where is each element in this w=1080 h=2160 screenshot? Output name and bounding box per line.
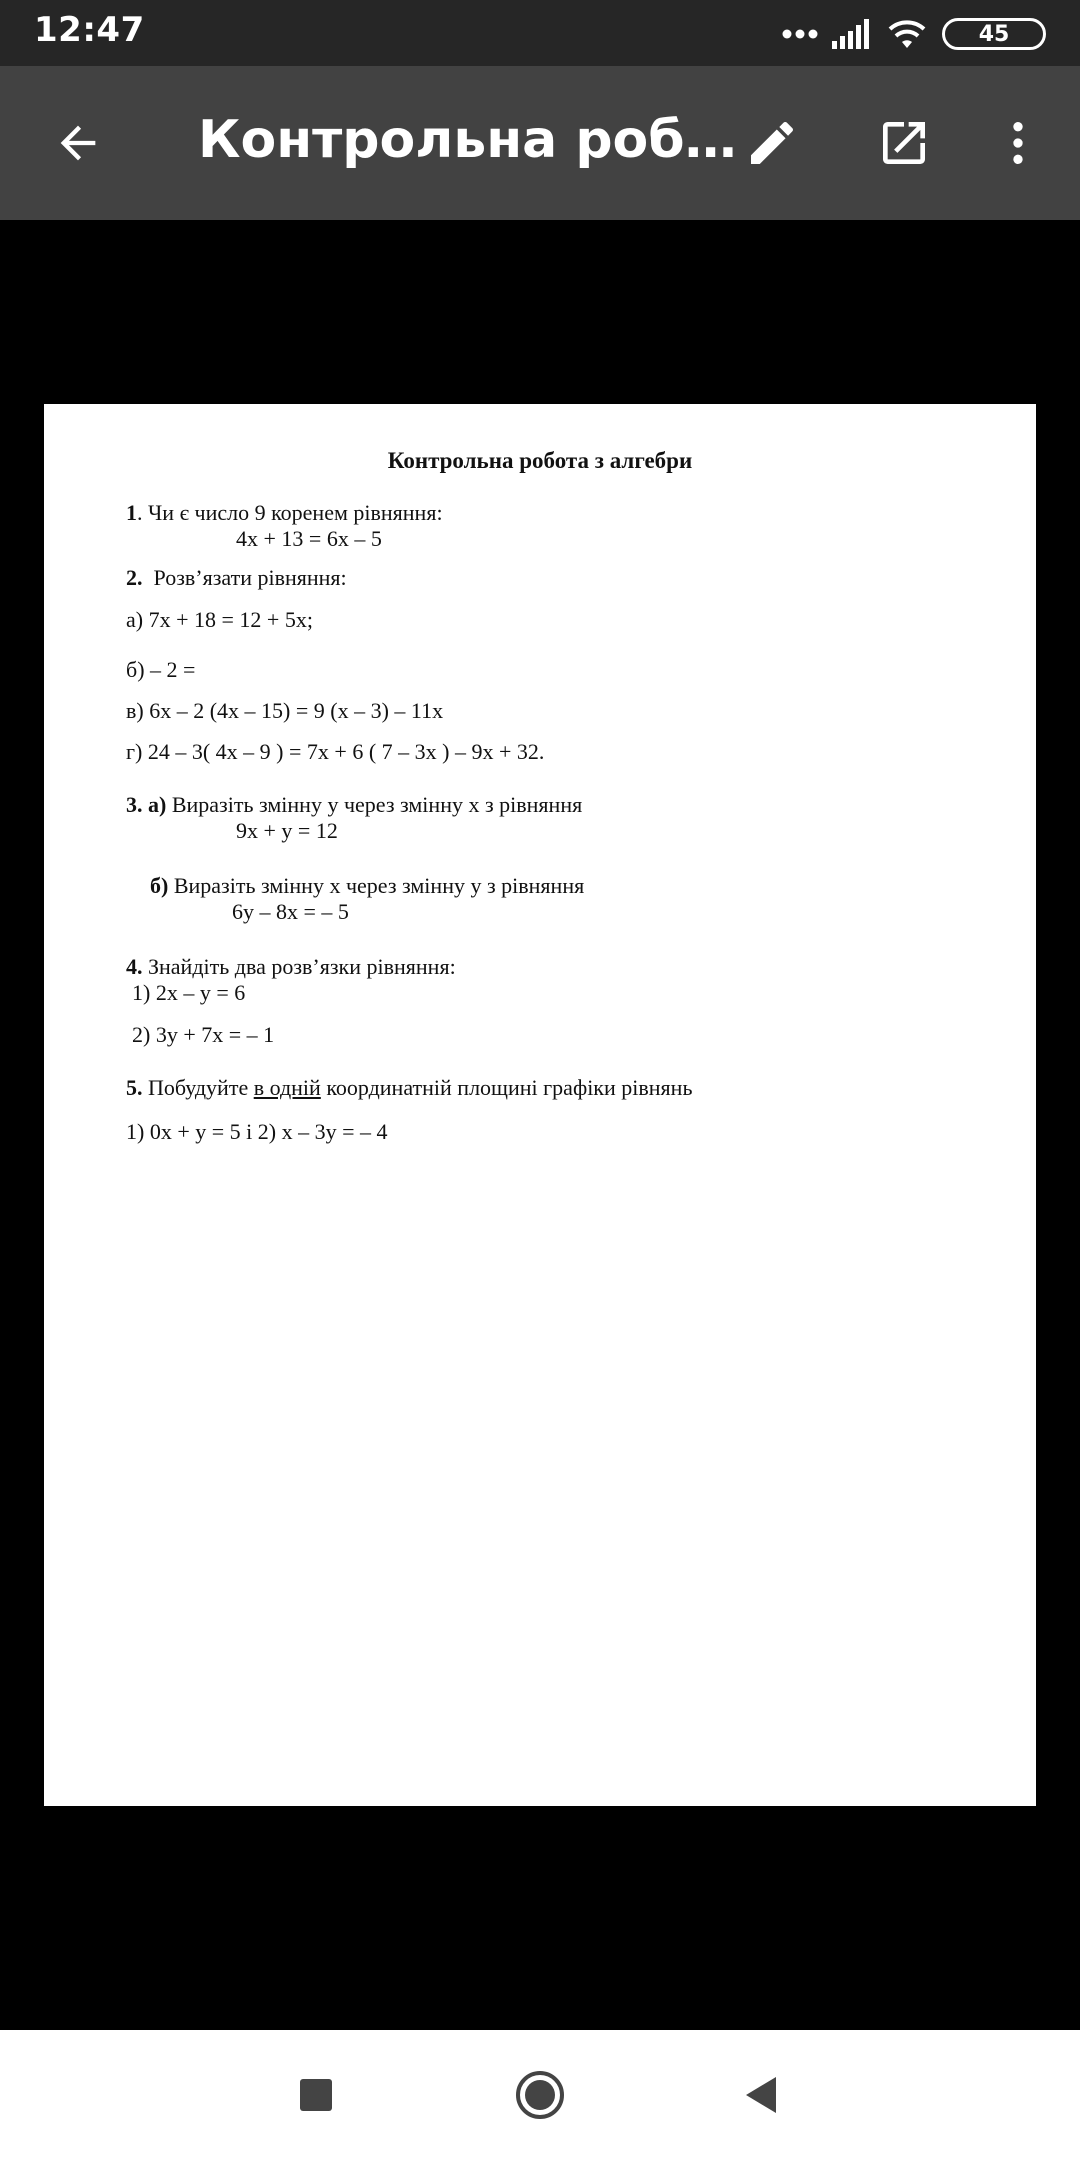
- document-viewer[interactable]: [0, 220, 1080, 2030]
- nav-back-button[interactable]: [730, 2065, 790, 2125]
- question-2v: в) 6x – 2 (4x – 15) = 9 (x – 3) – 11x: [126, 698, 444, 723]
- question-2b: б) – 2 =: [126, 657, 196, 682]
- circle-icon: [514, 2069, 566, 2121]
- open-external-icon: [876, 115, 932, 171]
- open-in-app-button[interactable]: [864, 103, 944, 183]
- status-bar: [0, 0, 1080, 66]
- arrow-back-icon: [52, 117, 104, 169]
- question-2: 2. Розв’язати рівняння:: [126, 565, 347, 590]
- question-3a: 3. а) Виразіть змінну у через змінну х з рівняння: [126, 792, 583, 817]
- question-2g: г) 24 – 3( 4x – 9 ) = 7x + 6 ( 7 – 3x ) – 9x + 32.: [126, 739, 545, 764]
- question-4: 4. Знайдіть два розв’язки рівняння:: [126, 954, 456, 979]
- notification-dots-icon: [782, 28, 818, 40]
- back-button[interactable]: [38, 103, 118, 183]
- question-1: 1. Чи є число 9 коренем рівняння:: [126, 500, 443, 525]
- doc-heading: Контрольна робота з алгебри: [387, 448, 693, 473]
- question-4-1: 1) 2x – y = 6: [132, 980, 246, 1005]
- question-1-equation: 4x + 13 = 6x – 5: [236, 526, 382, 551]
- triangle-back-icon: [742, 2075, 778, 2115]
- battery-indicator: [942, 18, 1046, 50]
- app-bar: [0, 66, 1080, 220]
- document-title: Контрольна роб…: [198, 110, 737, 170]
- status-time: 12:47: [34, 10, 145, 50]
- home-button[interactable]: [510, 2065, 570, 2125]
- signal-icon: [832, 19, 872, 49]
- question-2a: а) 7x + 18 = 12 + 5x;: [126, 607, 313, 632]
- document-page[interactable]: [44, 404, 1036, 1806]
- more-options-button[interactable]: [978, 103, 1058, 183]
- status-icons: [782, 14, 1046, 54]
- wifi-icon: [886, 18, 928, 50]
- edit-button[interactable]: [732, 103, 812, 183]
- question-3a-equation: 9x + y = 12: [236, 818, 338, 843]
- question-3b-equation: 6y – 8x = – 5: [232, 899, 349, 924]
- battery-level: 45: [978, 21, 1010, 47]
- question-5: 5. Побудуйте в одній координатній площині графіки рівнянь: [126, 1075, 693, 1100]
- square-icon: [299, 2078, 333, 2112]
- navigation-bar: [0, 2030, 1080, 2160]
- more-vert-icon: [990, 115, 1046, 171]
- question-3b: б) Виразіть змінну х через змінну у з рівняння: [150, 873, 585, 898]
- question-4-2: 2) 3y + 7x = – 1: [132, 1022, 275, 1047]
- pencil-icon: [744, 115, 800, 171]
- question-5-equations: 1) 0x + y = 5 і 2) x – 3y = – 4: [126, 1119, 388, 1144]
- recents-button[interactable]: [286, 2065, 346, 2125]
